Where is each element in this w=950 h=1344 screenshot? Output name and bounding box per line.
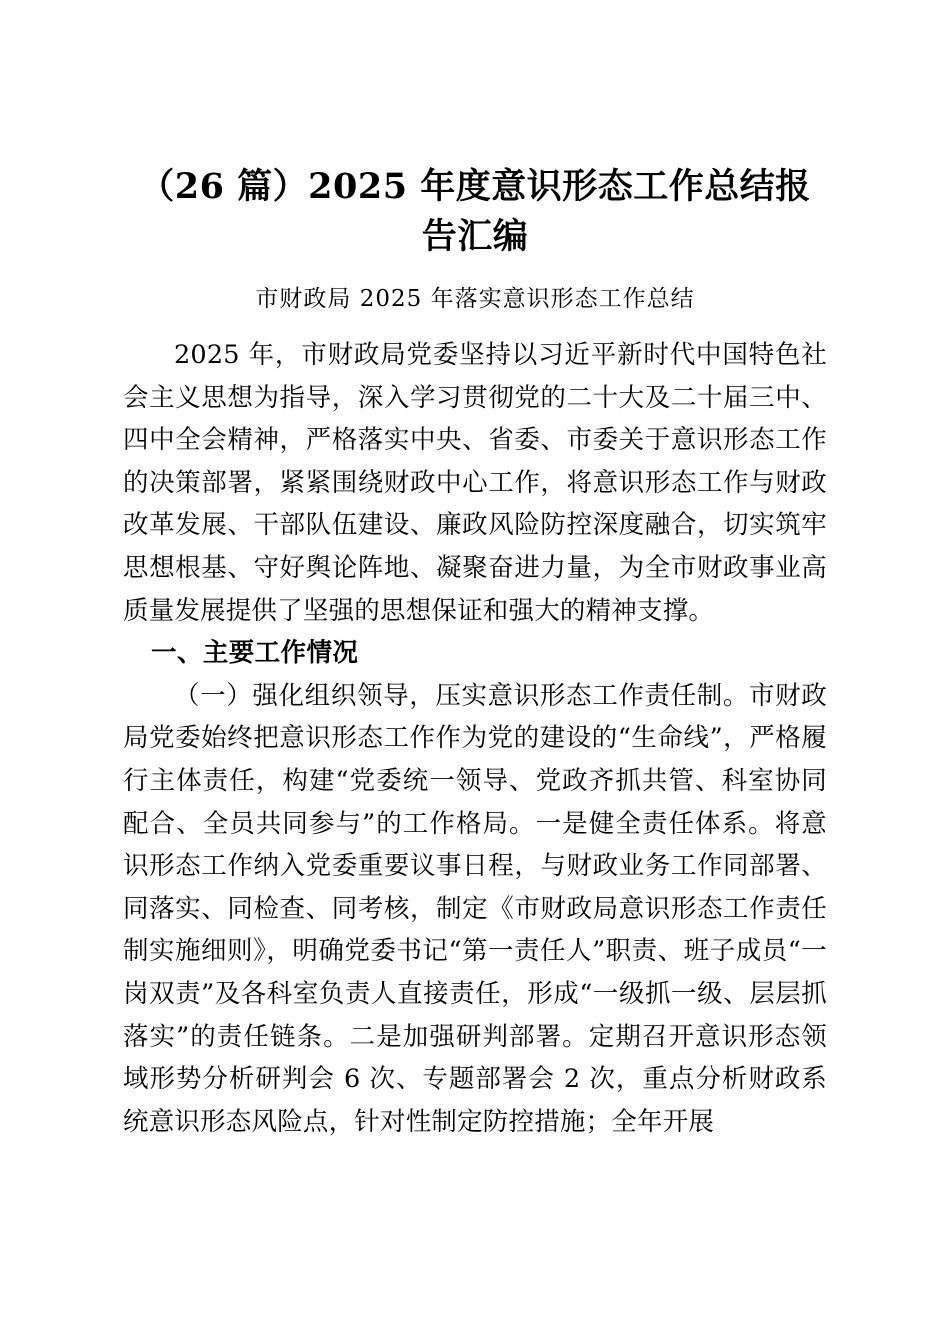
document-subtitle: 市财政局 2025 年落实意识形态工作总结 (255, 286, 695, 312)
paragraph-intro: 2025 年，市财政局党委坚持以习近平新时代中国特色社会主义思想为指导，深入学习贯彻党的二十大及二十届三中、四中全会精神，严格落实中央、省委、市委关于意识形态工作的决策部署，紧紧围绕财政中心工作，将意识形态工作与财政改革发展、干部队伍建设、廉政风险防控深度融合，切实筑牢思想根基、守好舆论阵地、凝聚奋进力量，为全市财政事业高质量发展提供了坚强的思想保证和强大的精神支撑。 (123, 340, 827, 626)
document-title: （26 篇）2025 年度意识形态工作总结报告汇编 (139, 166, 811, 257)
section-heading-main-work: 一、主要工作情况 (151, 639, 359, 668)
page-content-column (123, 0, 827, 1143)
paragraph-section-1-1: （一）强化组织领导，压实意识形态工作责任制。市财政局党委始终把意识形态工作作为党的建设的“生命线”，严格履行主体责任，构建“党委统一领导、党政齐抓共管、科室协同配合、全员共同参与”的工作格局。一是健全责任体系。将意识形态工作纳入党委重要议事日程，与财政业务工作同部署、同落实、同检查、同考核，制定《市财政局意识形态工作责任制实施细则》，明确党委书记“第一责任人”职责、班子成员“一岗双责”及各科室负责人直接责任，形成“一级抓一级、层层抓落实”的责任链条。二是加强研判部署。定期召开意识形态领域形势分析研判会 6 次、专题部署会 2 次，重点分析财政系统意识形态风险点，针对性制定防控措施；全年开展 (123, 680, 827, 1137)
